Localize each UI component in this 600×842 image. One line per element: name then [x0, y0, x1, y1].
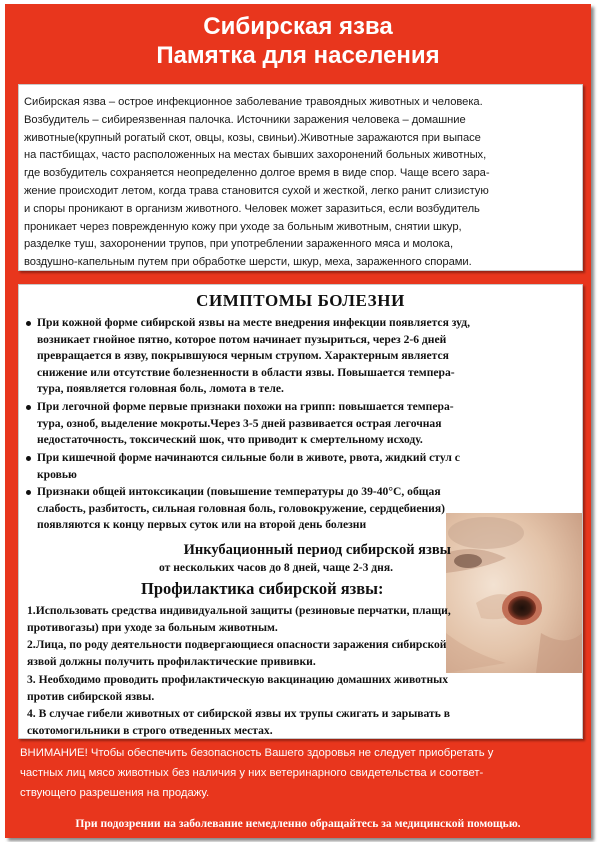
prevention-title: Профилактика сибирской язвы:: [141, 579, 384, 598]
bullet-line: При кожной форме сибирской язвы на месте внедрения инфекции появляется зуд,: [25, 315, 577, 332]
warning-line: ствующего разрешения на продажу.: [20, 787, 210, 799]
intro-line: на пастбищах, часто расположенных на местах бывших захоронений больных животных,: [24, 149, 487, 162]
page-title: [5, 12, 591, 70]
poster: [5, 4, 591, 838]
intro-line: и споры проникают в организм животного. Человек может заразиться, если возбудитель: [24, 202, 480, 215]
prevention-line: скотомогильники в строго отведенных местах.: [27, 723, 273, 737]
prevention-line: противогазы) при уходе за больным животным.: [27, 620, 278, 634]
title-line-1: Сибирская язва: [203, 13, 393, 40]
symptom-bullet: [25, 399, 577, 449]
bullet-line: При кишечной форме начинаются сильные боли в животе, рвота, жидкий стул с: [25, 450, 577, 467]
bullet-line: тура, появляется головная боль, ломота в теле.: [37, 382, 284, 396]
bullet-line: недостаточность, токсический шок, что приводит к смертельному исходу.: [37, 433, 423, 447]
intro-line: разделке туш, захоронении трупов, при употреблении зараженного мяса и молока,: [24, 238, 454, 251]
bullet-line: появляются к концу первых суток или на второй день болезни: [37, 518, 367, 532]
symptom-bullet: [25, 450, 577, 483]
prevention-line: 2.Лица, по роду деятельности подвергающиеся опасности заражения сибирской: [27, 638, 447, 651]
footer-notice: При подозрении на заболевание немедленно обращайтесь за медицинской помощью.: [75, 817, 521, 830]
warning-text: [20, 743, 580, 803]
bullet-line: Признаки общей интоксикации (повышение температуры до 39-40°С, общая: [25, 484, 577, 501]
title-line-2: Памятка для населения: [156, 42, 440, 69]
bullet-line: возникает гнойное пятно, которое потом начинает пузыриться, через 2-6 дней: [37, 332, 447, 346]
incubation-title: Инкубационный период сибирской язвы: [183, 542, 451, 558]
bullet-line: При легочной форме первые признаки похожи на грипп: повышается темпера-: [25, 399, 577, 416]
intro-line: проникает через поврежденную кожу при уходе за больным животным, снятии шкур,: [24, 220, 462, 233]
bullet-line: слабость, разбитость, сильная головная боль, головокружение, сердцебиения): [37, 501, 445, 515]
prevention-line: 3. Необходимо проводить профилактическую вакцинацию домашних животных: [27, 673, 449, 686]
prevention-item: [27, 672, 577, 705]
prevention-item: [27, 706, 577, 739]
intro-line: Возбудитель – сибиреязвенная палочка. Источники заражения человека – домашние: [24, 113, 466, 126]
intro-line: жение происходит летом, когда трава становится сухой и жесткой, легко ранит слизистую: [24, 184, 489, 197]
symptoms-title: СИМПТОМЫ БОЛЕЗНИ: [196, 291, 405, 310]
intro-line: Сибирская язва – острое инфекционное заболевание травоядных животных и человека.: [24, 96, 483, 108]
prevention-line: язвой должны получить профилактические прививки.: [27, 654, 316, 668]
incubation-text: от нескольких часов до 8 дней, чаще 2-3 дня.: [159, 561, 394, 574]
prevention-item: [27, 603, 577, 636]
prevention-line: 1.Использовать средства индивидуальной защиты (резиновые перчатки, плащи,: [27, 604, 451, 617]
intro-line: воздушно-капельным путем при обработке шерсти, шкур, меха, зараженного спорами.: [24, 256, 472, 269]
symptom-bullet: [25, 484, 577, 534]
warning-line: частных лиц мясо животных без наличия у них ветеринарного свидетельства и соответ-: [20, 767, 484, 779]
prevention-item: [27, 637, 577, 670]
intro-line: животные(крупный рогатый скот, овцы, козы, свиньи).Животные заражаются при выпасе: [24, 131, 481, 144]
bullet-line: превращается в язву, покрывшуюся черным струпом. Характерным является: [37, 349, 449, 363]
bullet-line: тура, озноб, выделение мокроты.Через 3-5 дней развивается острая легочная: [37, 416, 442, 430]
main-panel: [18, 284, 583, 739]
prevention-line: 4. В случае гибели животных от сибирской язвы их трупы сжигать и зарывать в: [27, 707, 451, 720]
bullet-line: кровью: [37, 467, 77, 481]
intro-text: [24, 94, 581, 272]
intro-panel: [18, 84, 583, 271]
prevention-line: против сибирской язвы.: [27, 689, 155, 703]
symptom-bullet: [25, 315, 577, 398]
intro-line: где возбудитель сохраняется неопределенно долгое время в виде спор. Чаще всего зара-: [24, 167, 490, 180]
bullet-line: снижение или отсутствие болезненности в области язвы. Повышается темпера-: [37, 365, 455, 379]
warning-line: ВНИМАНИЕ! Чтобы обеспечить безопасность Вашего здоровья не следует приобретать у: [20, 747, 494, 759]
